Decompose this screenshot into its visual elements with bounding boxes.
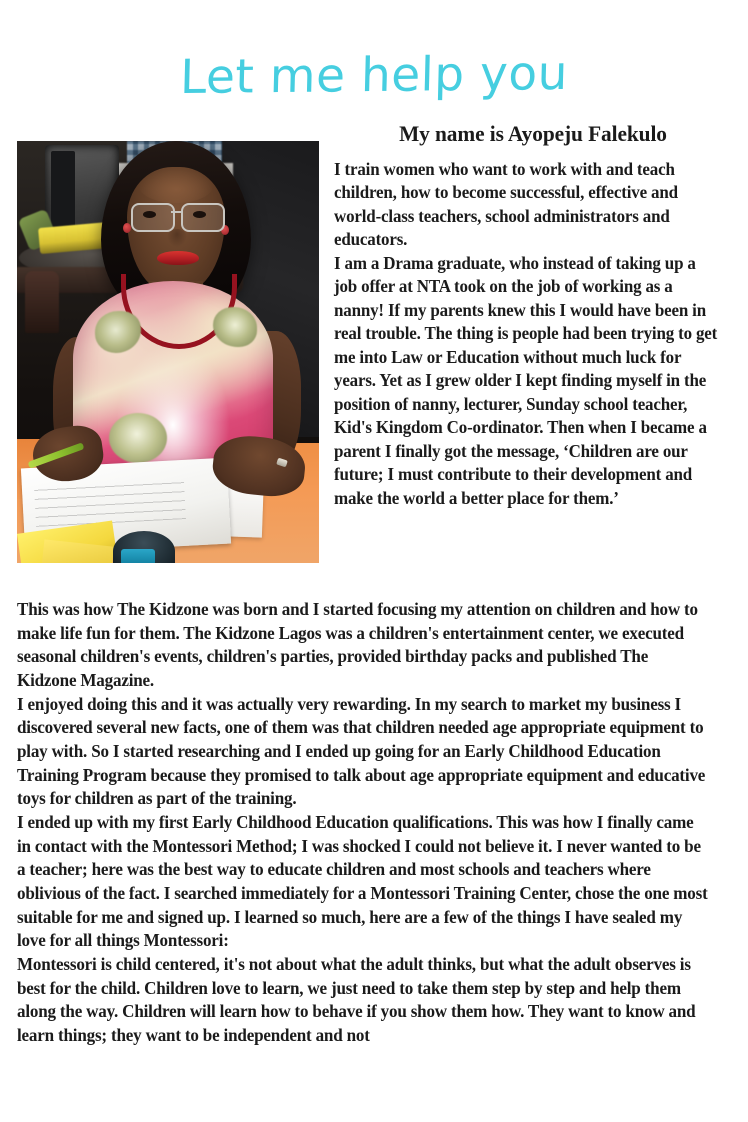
- photo-glasses-bridge: [171, 211, 181, 213]
- author-photo: [17, 141, 319, 563]
- page-title: Let me help you: [179, 45, 569, 106]
- photo-glasses-right-lens: [181, 203, 225, 232]
- photo-eye-left: [143, 211, 156, 218]
- photo-phone-screen: [121, 549, 155, 563]
- photo-floral-motif: [109, 413, 167, 463]
- photo-earring-left: [123, 223, 131, 233]
- story-paragraph-1: This was how The Kidzone was born and I started focusing my attention on children and how to make life fun for them. The Kidzone Lagos was a children's entertainment center, we executed seasonal children's events, children's parties, provided birthday packs and published The Kidzone Magazine.: [17, 599, 698, 690]
- photo-eye-right: [193, 211, 206, 218]
- story-paragraph-2: I enjoyed doing this and it was actually very rewarding. In my search to market my business I discovered several new facts, one of them was that children needed age appropriate equipment to play with. So I started researching and I ended up going for an Early Childhood Education Training Program because they promised to talk about age appropriate equipment and educative toys for children as part of the training.: [17, 693, 706, 809]
- story-section: [17, 598, 731, 1047]
- photo-nose: [167, 229, 187, 247]
- photo-lips: [157, 251, 199, 265]
- bio-column: [334, 120, 732, 510]
- bio-paragraph-2: I am a Drama graduate, who instead of taking up a job offer at NTA took on the job of working as a nanny! If my parents knew this I would have been in real trouble. The thing is people had been trying to get me into Law or Education without much luck for years. Yet as I grew older I kept finding myself in the position of nanny, lecturer, Sunday school teacher, Kid's Kingdom Co-ordinator. Then when I became a parent I finally got the message, ‘Children are our future; I must contribute to their development and make the world a better place for them.’: [334, 252, 718, 508]
- bio-paragraph-1: I train women who want to work with and teach children, how to become successful, effective and world-class teachers, school administrators and educators.: [334, 159, 678, 250]
- story-paragraph-3: I ended up with my first Early Childhood Education qualifications. This was how I finally came in contact with the Montessori Method; I was shocked I could not believe it. I never wanted to be a teacher; here was the best way to educate children and most schools and teachers where oblivious of the fact. I searched immediately for a Montessori Training Center, chose the one most suitable for me and signed up. I learned so much, here are a few of the things I have sealed my love for all things Montessori:: [17, 811, 708, 951]
- photo-table-leg: [25, 271, 59, 333]
- photo-forehead-highlight: [139, 169, 213, 203]
- intro-section: [0, 120, 748, 585]
- story-paragraph-4: Montessori is child centered, it's not about what the adult thinks, but what the adult observes is best for the child. Children love to learn, we just need to take them step by step and help them along the way. Children will learn how to behave if you show them how. They want to know and learn things; they want to be independent and not: [17, 953, 696, 1045]
- photo-glasses-left-lens: [131, 203, 175, 232]
- bio-heading: My name is Ayopeju Falekulo: [399, 121, 667, 146]
